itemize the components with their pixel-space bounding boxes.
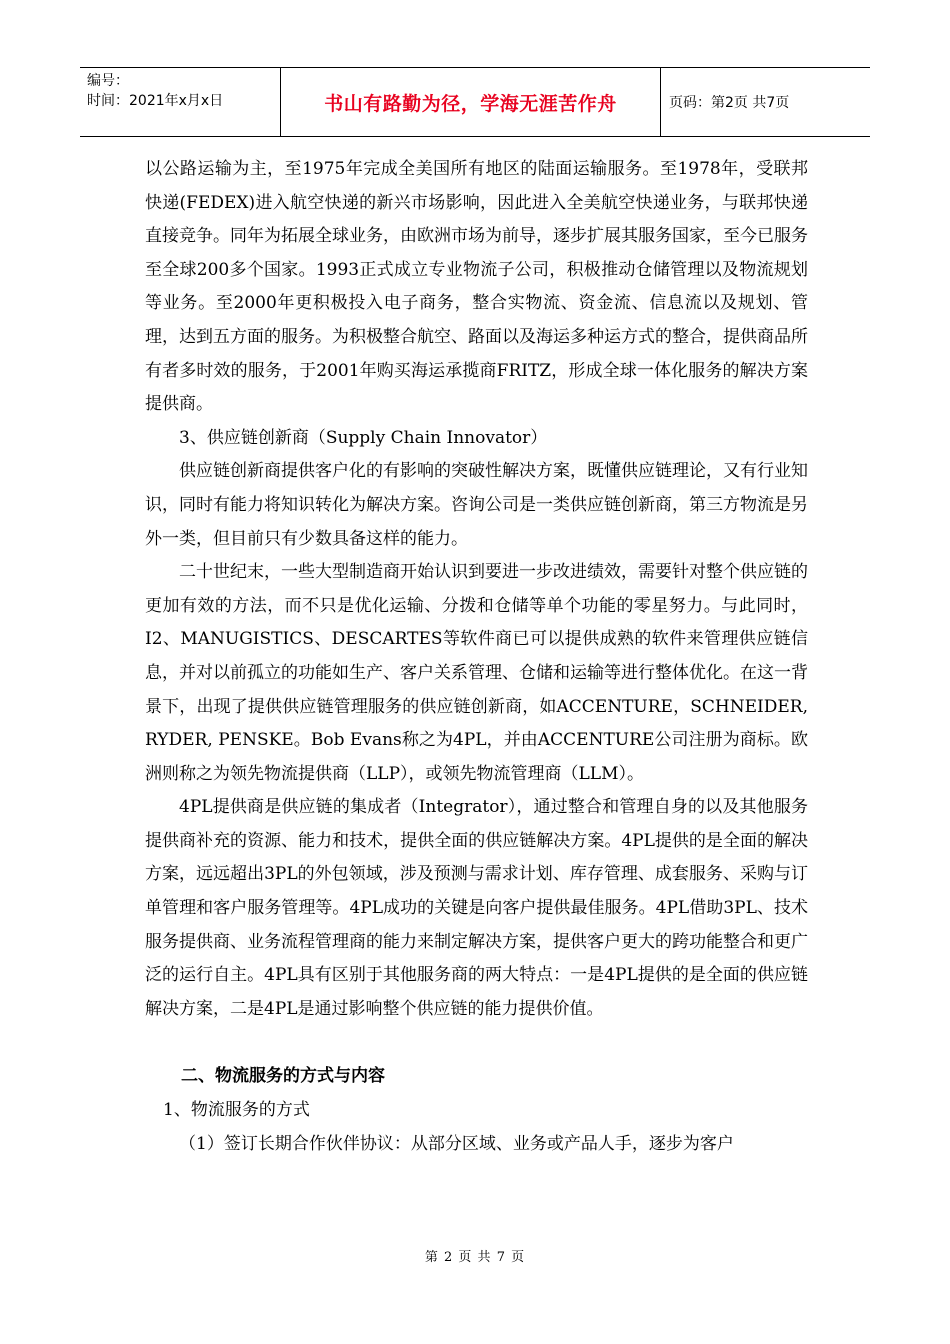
paragraph-ups-history: 以公路运输为主，至1975年完成全美国所有地区的陆面运输服务。至1978年，受联邦快递(FEDEX)进入航空快递的新兴市场影响，因此进入全美航空快递业务，与联邦快递直接竞争。同年为拓展全球业务，由欧洲市场为前导，逐步扩展其服务国家，至今已服务至全球200多个国家。1993正式成立专业物流子公司，积极推动仓储管理以及物流规划等业务。至2000年更积极投入电子商务，整合实物流、资金流、信息流以及规划、管理，达到五方面的服务。为积极整合航空、路面以及海运多种运方式的整合，提供商品所有者多时效的服务，于2001年购买海运承揽商FRITZ，形成全球一体化服务的解决方案提供商。 bbox=[145, 159, 808, 415]
header-page-info: 页码：第2页 共7页 bbox=[669, 95, 790, 111]
page-header bbox=[80, 67, 870, 137]
paragraph-innovator-definition: 供应链创新商提供客户化的有影响的突破性解决方案，既懂供应链理论，又有行业知识，同时有能力将知识转化为解决方案。咨询公司是一类供应链创新商，第三方物流是另外一类，但目前只有少数具备这样的能力。 bbox=[145, 461, 808, 549]
header-meta bbox=[80, 68, 281, 136]
page-footer: 第 2 页 共 7 页 bbox=[424, 1250, 526, 1265]
list-item-long-term-agreement: （1）签订长期合作伙伴协议：从部分区域、业务或产品人手，逐步为客户 bbox=[179, 1133, 734, 1154]
header-motto: 书山有路勤为径，学海无涯苦作舟 bbox=[281, 68, 661, 136]
paragraph-4pl-integrator: 4PL提供商是供应链的集成者（Integrator），通过整合和管理自身的以及其他服务提供商补充的资源、能力和技术，提供全面的供应链解决方案。4PL提供的是全面的解决方案，远远超出3PL的外包领域，涉及预测与需求计划、库存管理、成套服务、采购与订单管理和客户服务管理等。4PL成功的关键是向客户提供最佳服务。4PL借助3PL、技术服务提供商、业务流程管理商的能力来制定解决方案，提供客户更大的跨功能整合和更广泛的运行自主。4PL具有区别于其他服务商的两大特点：一是4PL提供的是全面的供应链解决方案，二是4PL是通过影响整个供应链的能力提供价值。 bbox=[145, 797, 808, 1019]
paragraph-4pl-origin: 二十世纪末，一些大型制造商开始认识到要进一步改进绩效，需要针对整个供应链的更加有效的方法，而不只是优化运输、分拨和仓储等单个功能的零星努力。与此同时，I2、MANUGISTICS、DESCARTES等软件商已可以提供成熟的软件来管理供应链信息，并对以前孤立的功能如生产、客户关系管理、仓储和运输等进行整体优化。在这一背景下，出现了提供供应链管理服务的供应链创新商，如ACCENTURE，SCHNEIDER, RYDER, PENSKE。Bob Evans称之为4PL，并由ACCENTURE公司注册为商标。欧洲则称之为领先物流提供商（LLP），或领先物流管理商（LLM）。 bbox=[145, 562, 808, 784]
document-body bbox=[145, 153, 808, 1161]
subheading-service-methods: 1、物流服务的方式 bbox=[163, 1100, 310, 1121]
heading-supply-chain-innovator: 3、供应链创新商（Supply Chain Innovator） bbox=[179, 427, 548, 448]
document-number-label: 编号： bbox=[87, 73, 129, 89]
section-heading-logistics-services: 二、物流服务的方式与内容 bbox=[181, 1066, 385, 1087]
document-time-label: 时间：2021年x月x日 bbox=[87, 93, 224, 109]
